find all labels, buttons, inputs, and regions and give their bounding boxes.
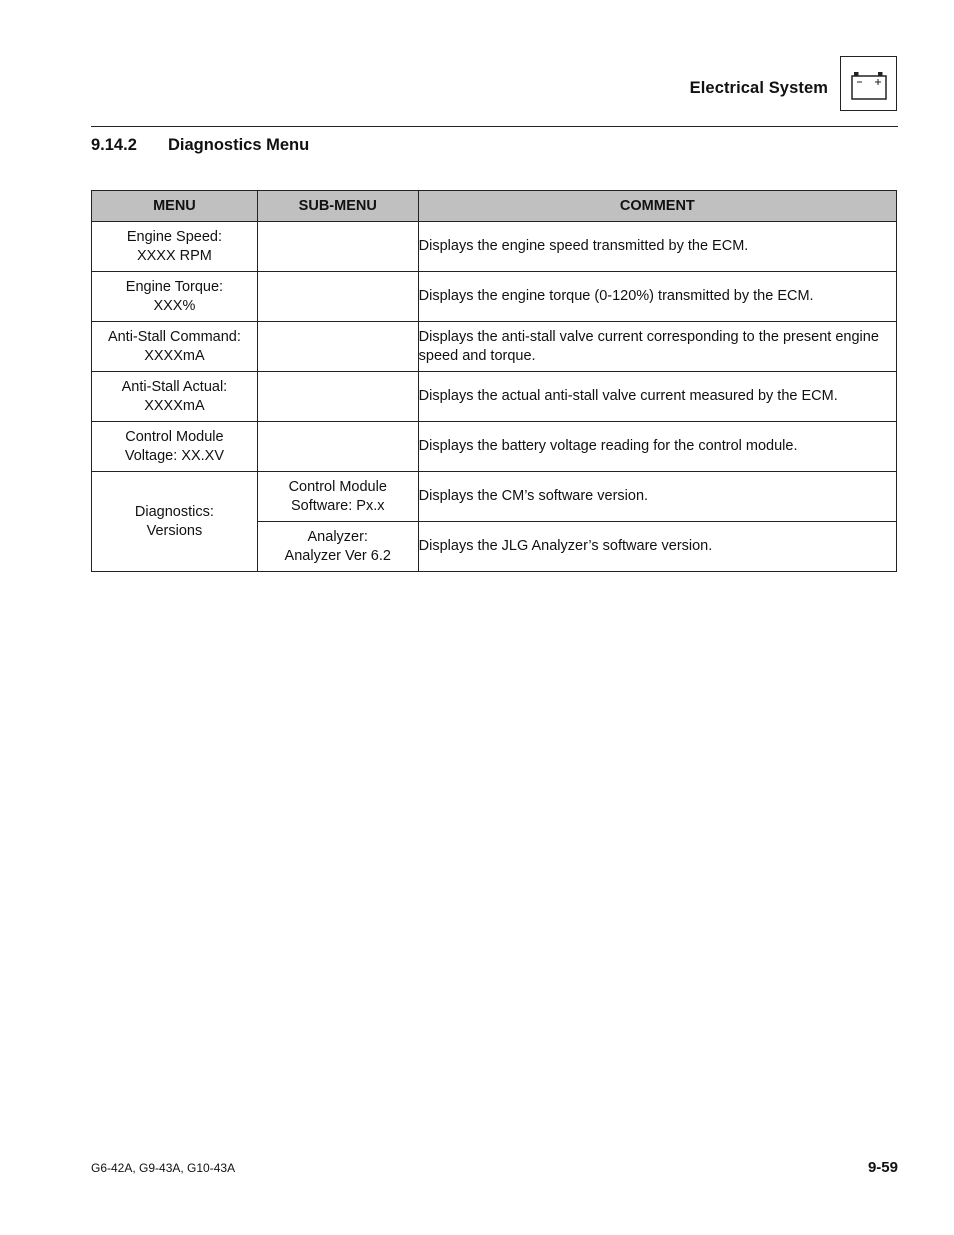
menu-text: Engine Torque: XXX% bbox=[125, 278, 224, 314]
menu-cell bbox=[92, 272, 258, 322]
submenu-cell bbox=[257, 422, 418, 472]
submenu-cell bbox=[257, 222, 418, 272]
menu-cell bbox=[92, 472, 258, 572]
section-title: Diagnostics Menu bbox=[168, 136, 310, 154]
table-row bbox=[92, 472, 897, 522]
comment-cell: Displays the battery voltage reading for the control module. bbox=[418, 422, 896, 472]
submenu-cell bbox=[257, 322, 418, 372]
table-row bbox=[92, 422, 897, 472]
footer-models: G6-42A, G9-43A, G10-43A bbox=[91, 1161, 236, 1175]
column-header-menu: MENU bbox=[92, 191, 258, 222]
table-row bbox=[92, 272, 897, 322]
page-number: 9-59 bbox=[867, 1159, 898, 1176]
table-header-row bbox=[92, 191, 897, 222]
comment-cell: Displays the actual anti-stall valve current measured by the ECM. bbox=[418, 372, 896, 422]
comment-cell: Displays the engine speed transmitted by the ECM. bbox=[418, 222, 896, 272]
comment-cell: Displays the engine torque (0-120%) transmitted by the ECM. bbox=[418, 272, 896, 322]
header-rule bbox=[91, 126, 898, 127]
section-number: 9.14.2 bbox=[91, 136, 137, 154]
menu-cell bbox=[92, 372, 258, 422]
comment-cell: Displays the CM’s software version. bbox=[418, 472, 896, 522]
menu-text: Engine Speed: XXXX RPM bbox=[126, 228, 222, 264]
battery-icon bbox=[840, 56, 897, 111]
comment-cell: Displays the anti-stall valve current corresponding to the present engine speed and torque. bbox=[418, 322, 896, 372]
menu-text: Anti-Stall Actual: XXXXmA bbox=[121, 378, 228, 414]
menu-cell bbox=[92, 322, 258, 372]
submenu-text: Control Module Software: Px.x bbox=[288, 478, 387, 514]
section-header-title: Electrical System bbox=[689, 79, 828, 97]
comment-cell: Displays the JLG Analyzer’s software version. bbox=[418, 522, 896, 572]
menu-cell bbox=[92, 222, 258, 272]
menu-text: Control Module Voltage: XX.XV bbox=[124, 428, 224, 464]
column-header-submenu: SUB-MENU bbox=[257, 191, 418, 222]
table-row bbox=[92, 372, 897, 422]
submenu-cell bbox=[257, 272, 418, 322]
table-row bbox=[92, 222, 897, 272]
menu-text: Diagnostics: Versions bbox=[134, 503, 214, 539]
submenu-text: Analyzer: Analyzer Ver 6.2 bbox=[284, 528, 391, 564]
submenu-cell bbox=[257, 372, 418, 422]
table-row bbox=[92, 322, 897, 372]
submenu-cell bbox=[257, 472, 418, 522]
menu-text: Anti-Stall Command: XXXXmA bbox=[107, 328, 241, 364]
section-heading bbox=[91, 136, 309, 155]
submenu-cell bbox=[257, 522, 418, 572]
column-header-comment: COMMENT bbox=[418, 191, 896, 222]
menu-cell bbox=[92, 422, 258, 472]
diagnostics-menu-table bbox=[91, 190, 897, 572]
